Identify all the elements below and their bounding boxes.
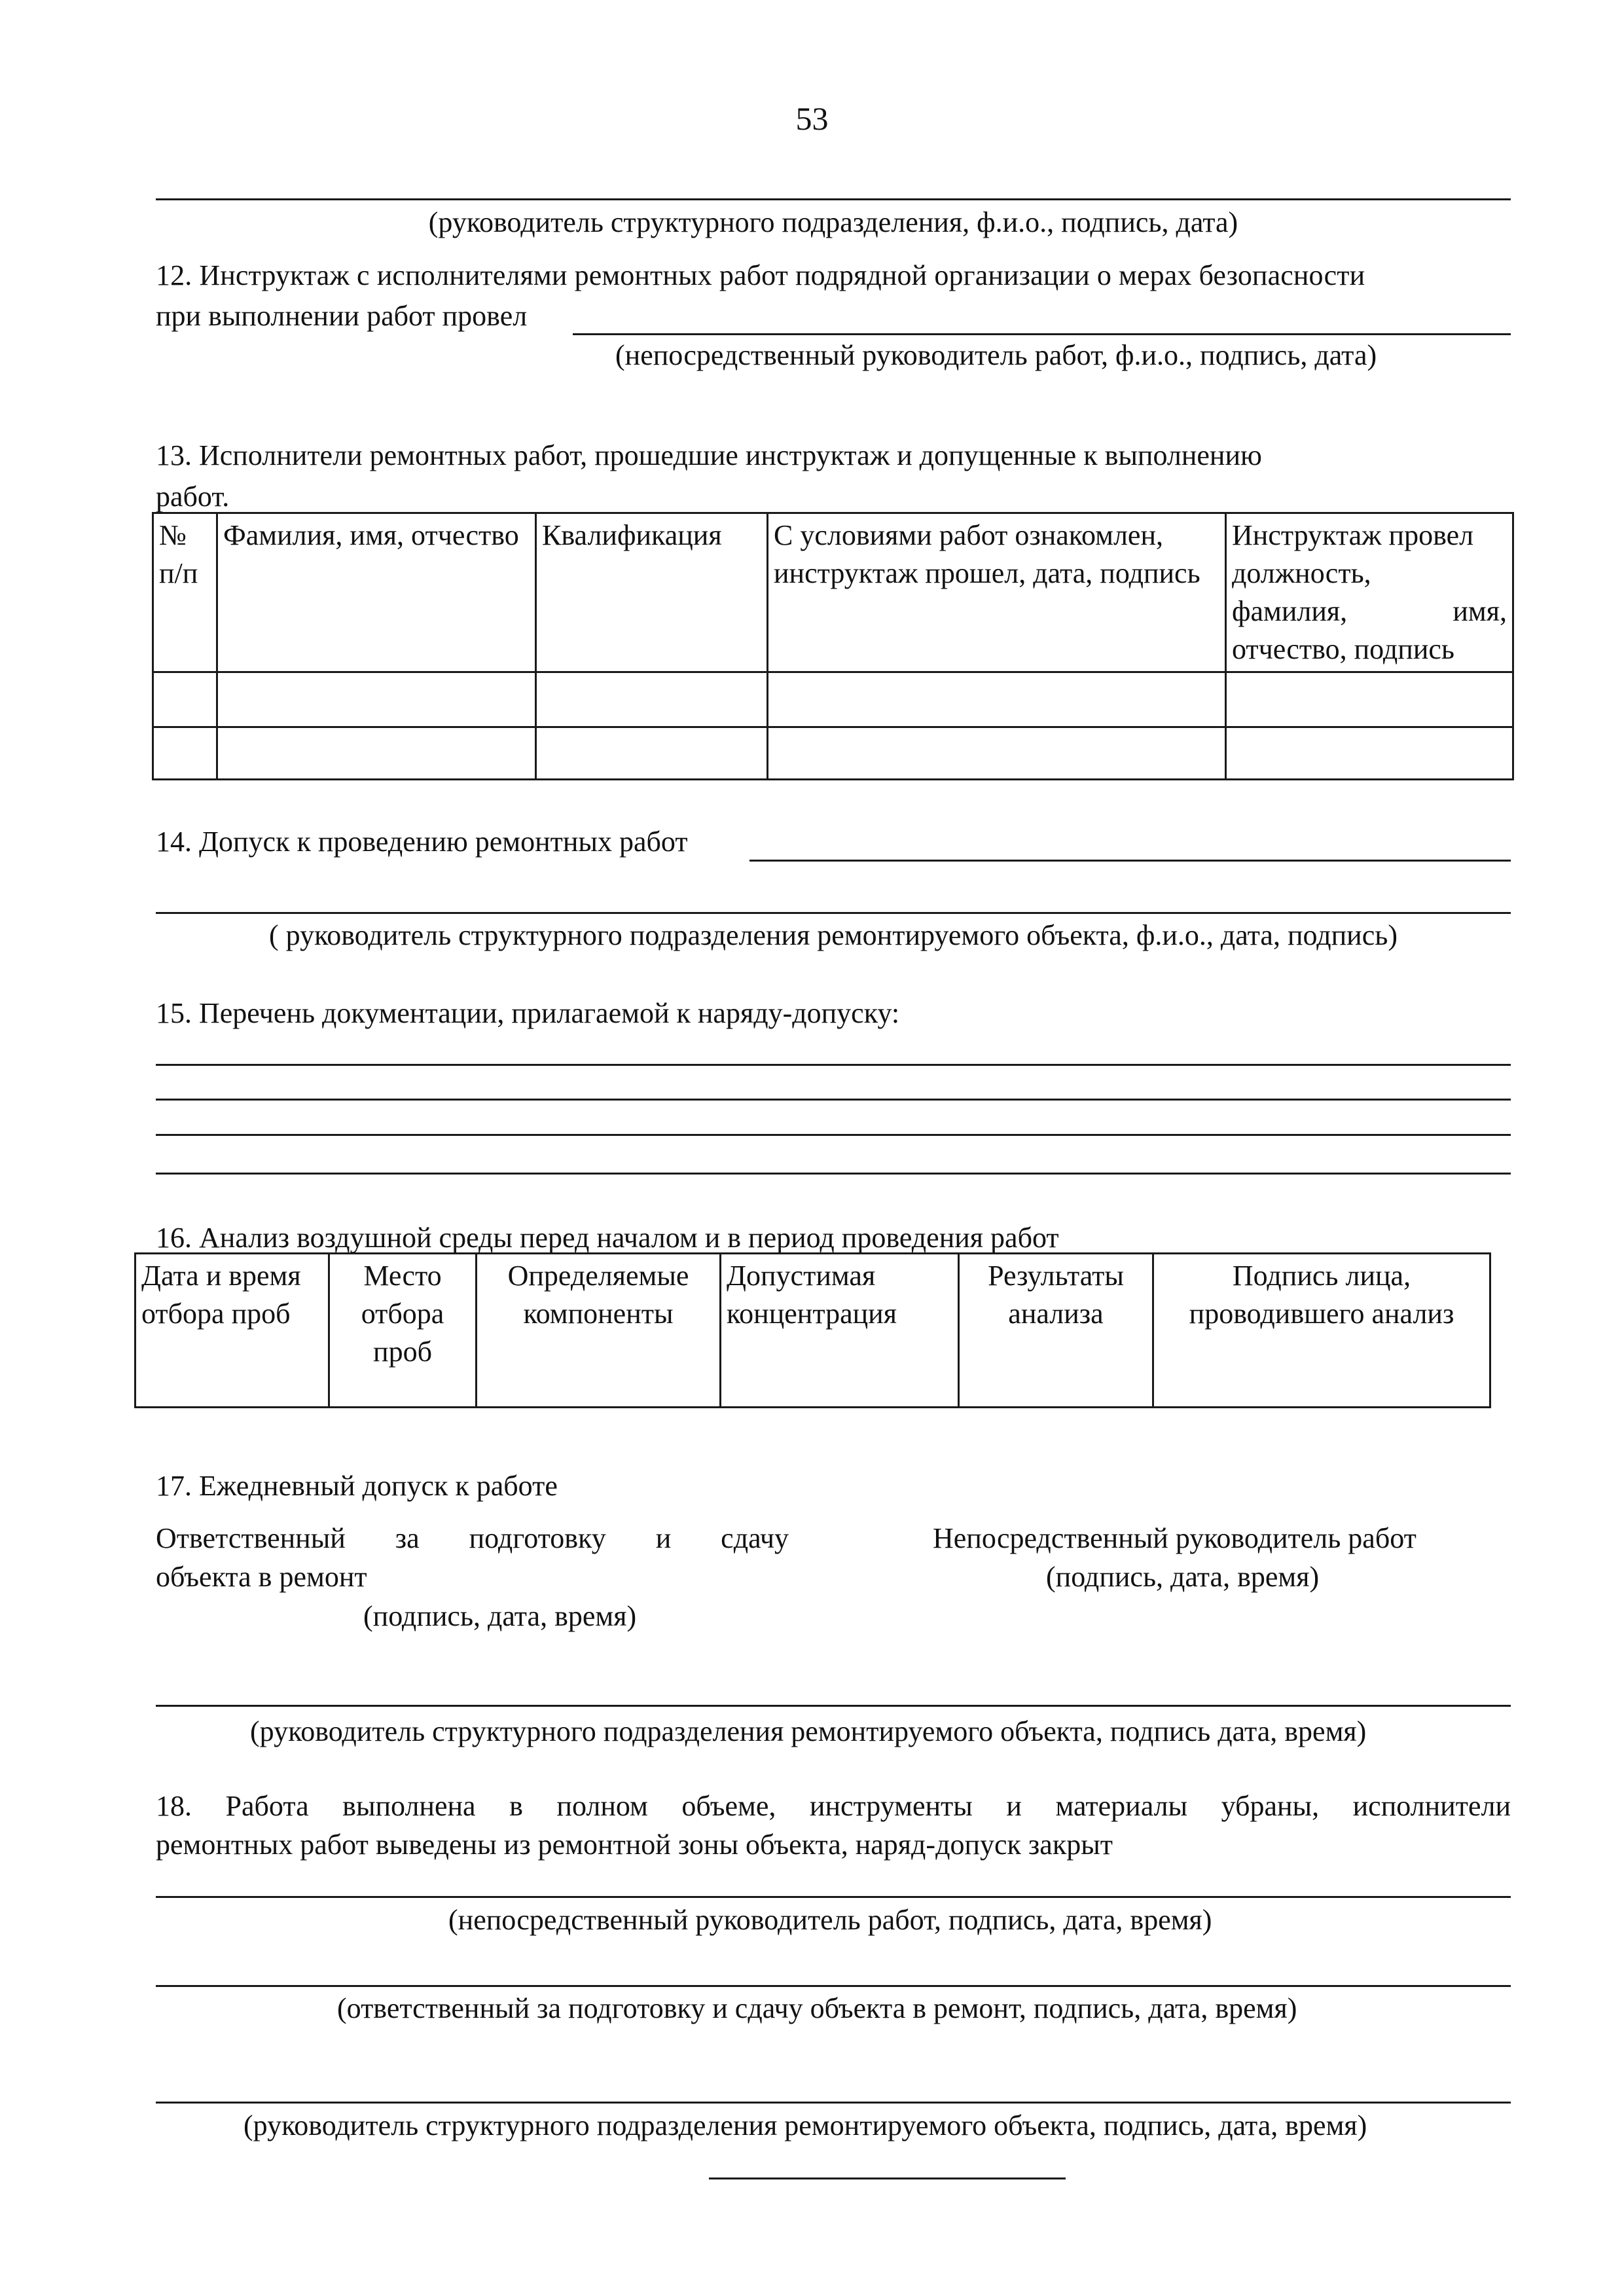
- header-sampling-date: Дата и время отбора проб: [135, 1254, 329, 1408]
- work-supervisor-label: Непосредственный руководитель работ: [933, 1522, 1416, 1554]
- table-cell[interactable]: [217, 672, 536, 727]
- header-sampling-place: Место отбора проб: [329, 1254, 477, 1408]
- signature-line[interactable]: [156, 1896, 1511, 1898]
- table-row: [153, 672, 1513, 727]
- header-components: Определяемые компоненты: [477, 1254, 721, 1408]
- header-qualification: Квалификация: [536, 513, 768, 672]
- section18-caption-head: (руководитель структурного подразделения ремонтируемого объекта, подпись, дата, время): [244, 2109, 1367, 2141]
- performers-table: [152, 512, 1514, 780]
- signature-line[interactable]: [156, 1705, 1511, 1707]
- signature-line[interactable]: [156, 2102, 1511, 2104]
- table-cell[interactable]: [536, 672, 768, 727]
- work-supervisor-caption: (подпись, дата, время): [1046, 1561, 1320, 1593]
- table-cell[interactable]: [768, 672, 1226, 727]
- bottom-divider: [709, 2178, 1066, 2179]
- section18-text-line1: 18. Работа выполнена в полном объеме, инструменты и материалы убраны, исполнители: [156, 1790, 1511, 1822]
- table-cell[interactable]: [217, 727, 536, 780]
- table-header-row: [135, 1254, 1490, 1408]
- section13-text-line2: работ.: [156, 481, 230, 513]
- table-row: [153, 727, 1513, 780]
- section18-caption-supervisor: (непосредственный руководитель работ, подпись, дата, время): [448, 1904, 1212, 1936]
- section16-label: 16. Анализ воздушной среды перед началом и в период проведения работ: [156, 1222, 1059, 1254]
- section17-label: 17. Ежедневный допуск к работе: [156, 1470, 558, 1502]
- table-cell[interactable]: [1226, 727, 1513, 780]
- table-cell[interactable]: [153, 727, 217, 780]
- section11-caption: (руководитель структурного подразделения, ф.и.о., подпись, дата): [428, 206, 1238, 238]
- section14-caption: ( руководитель структурного подразделения ремонтируемого объекта, ф.и.о., дата, подпись): [269, 919, 1398, 951]
- section12-text-line2: при выполнении работ провел: [156, 300, 528, 332]
- signature-line[interactable]: [573, 333, 1511, 335]
- section17-caption: (руководитель структурного подразделения ремонтируемого объекта, подпись дата, время): [250, 1715, 1367, 1747]
- header-acknowledgement: С условиями работ ознакомлен, инструктаж прошел, дата, подпись: [768, 513, 1226, 672]
- table-header-row: [153, 513, 1513, 672]
- header-results: Результаты анализа: [959, 1254, 1153, 1408]
- table-cell[interactable]: [1226, 672, 1513, 727]
- responsible-person-label: Ответственный за подготовку и сдачу: [156, 1522, 789, 1554]
- header-analyst-signature: Подпись лица, проводившего анализ: [1153, 1254, 1490, 1408]
- table-cell[interactable]: [153, 672, 217, 727]
- section18-caption-responsible: (ответственный за подготовку и сдачу объекта в ремонт, подпись, дата, время): [337, 1992, 1297, 2024]
- air-analysis-table: [134, 1252, 1491, 1408]
- signature-line[interactable]: [156, 1985, 1511, 1987]
- document-list-line[interactable]: [156, 1173, 1511, 1175]
- document-list-line[interactable]: [156, 1134, 1511, 1136]
- page-number: 53: [795, 100, 829, 137]
- section12-text-line1: 12. Инструктаж с исполнителями ремонтных работ подрядной организации о мерах безопасности: [156, 259, 1365, 291]
- section14-label: 14. Допуск к проведению ремонтных работ: [156, 826, 688, 858]
- header-instructed-by: Инструктаж провел должность, фамилия, имя, отчество, подпись: [1226, 513, 1513, 672]
- signature-line[interactable]: [749, 860, 1511, 862]
- section15-label: 15. Перечень документации, прилагаемой к наряду-допуску:: [156, 997, 900, 1029]
- signature-line[interactable]: [156, 198, 1511, 200]
- section12-caption: (непосредственный руководитель работ, ф.и.о., подпись, дата): [615, 339, 1377, 371]
- table-cell[interactable]: [536, 727, 768, 780]
- section18-text-line2: ремонтных работ выведены из ремонтной зоны объекта, наряд-допуск закрыт: [156, 1829, 1113, 1861]
- header-number: № п/п: [153, 513, 217, 672]
- responsible-person-caption: (подпись, дата, время): [363, 1600, 637, 1632]
- section13-text-line1: 13. Исполнители ремонтных работ, прошедшие инструктаж и допущенные к выполнению: [156, 439, 1262, 471]
- responsible-person-label-cont: объекта в ремонт: [156, 1561, 367, 1593]
- header-full-name: Фамилия, имя, отчество: [217, 513, 536, 672]
- table-cell[interactable]: [768, 727, 1226, 780]
- header-concentration: Допустимая концентрация: [721, 1254, 959, 1408]
- document-list-line[interactable]: [156, 1064, 1511, 1066]
- signature-line[interactable]: [156, 912, 1511, 914]
- document-list-line[interactable]: [156, 1099, 1511, 1101]
